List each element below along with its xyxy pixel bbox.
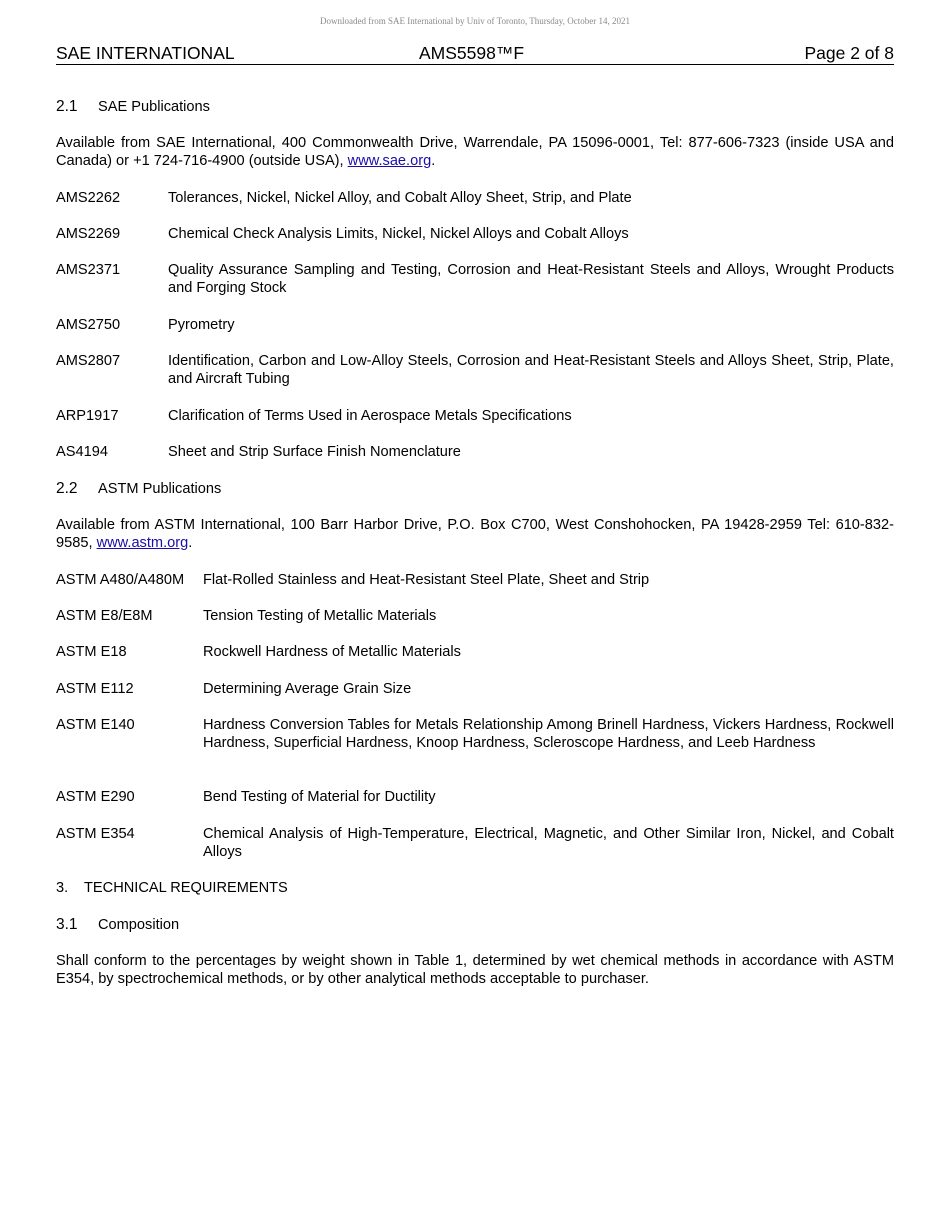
section-number: 2.2: [56, 480, 78, 497]
section-3-heading: [56, 879, 894, 897]
reference-item: [56, 716, 894, 770]
header-page-number: Page 2 of 8: [804, 43, 894, 63]
reference-title: Flat-Rolled Stainless and Heat-Resistant Steel Plate, Sheet and Strip: [203, 572, 650, 588]
header-organization: SAE INTERNATIONAL: [56, 43, 235, 63]
reference-item: [56, 607, 894, 625]
trailing-period: .: [431, 153, 436, 169]
astm-website-link[interactable]: www.astm.org: [96, 535, 189, 551]
reference-title: Tolerances, Nickel, Nickel Alloy, and Cobalt Alloy Sheet, Strip, and Plate: [168, 190, 632, 206]
reference-code: AMS2371: [56, 262, 121, 278]
reference-code: AMS2262: [56, 190, 121, 206]
section-number: 3.: [56, 880, 69, 896]
reference-title: Determining Average Grain Size: [203, 681, 412, 697]
reference-item: [56, 825, 894, 861]
section-number: 2.1: [56, 98, 78, 115]
download-watermark: Downloaded from SAE International by Univ of Toronto, Thursday, October 14, 2021: [320, 16, 630, 26]
reference-title: Hardness Conversion Tables for Metals Relationship Among Brinell Hardness, Vickers Hardness, Rockwell Hardness, Superficial Hardness, Knoop Hardness, Scleroscope Hardness, and Leeb Hardness: [203, 717, 894, 751]
reference-code: AS4194: [56, 444, 108, 460]
reference-title: Clarification of Terms Used in Aerospace Metals Specifications: [168, 408, 572, 424]
section-number: 3.1: [56, 916, 78, 933]
reference-item: [56, 189, 894, 207]
reference-item: [56, 261, 894, 297]
reference-code: ASTM E112: [56, 681, 134, 697]
reference-item: [56, 443, 894, 461]
section-title: Composition: [98, 917, 180, 933]
reference-title: Chemical Analysis of High-Temperature, Electrical, Magnetic, and Other Similar Iron, Nickel, and Cobalt Alloys: [203, 826, 894, 860]
header-document-number: AMS5598™F: [419, 43, 525, 63]
section-title: SAE Publications: [98, 99, 210, 115]
reference-code: ASTM E290: [56, 789, 135, 805]
reference-code: ASTM E354: [56, 826, 135, 842]
sae-availability-paragraph: [56, 134, 894, 170]
reference-code: AMS2807: [56, 353, 121, 369]
reference-title: Chemical Check Analysis Limits, Nickel, Nickel Alloys and Cobalt Alloys: [168, 226, 629, 242]
section-2-2-heading: [56, 480, 894, 498]
reference-item: [56, 571, 894, 589]
sae-availability-text: Available from SAE International, 400 Commonwealth Drive, Warrendale, PA 15096-0001, Tel: 877-606-7323 (inside USA and Canada) or +1 724-716-4900 (outside USA),: [56, 135, 894, 169]
reference-title: Rockwell Hardness of Metallic Materials: [203, 644, 461, 660]
reference-code: ASTM E8/E8M: [56, 608, 153, 624]
reference-item: [56, 680, 894, 698]
reference-item: [56, 788, 894, 806]
reference-item: [56, 225, 894, 243]
section-title: TECHNICAL REQUIREMENTS: [84, 880, 288, 896]
reference-code: ARP1917: [56, 408, 119, 424]
reference-item: [56, 643, 894, 661]
reference-title: Identification, Carbon and Low-Alloy Steels, Corrosion and Heat-Resistant Steels and Alloys Sheet, Strip, Plate, and Aircraft Tubing: [168, 353, 894, 387]
trailing-period: .: [188, 535, 193, 551]
reference-code: ASTM E18: [56, 644, 127, 660]
reference-code: ASTM A480/A480M: [56, 572, 185, 588]
reference-title: Quality Assurance Sampling and Testing, Corrosion and Heat-Resistant Steels and Alloys, Wrought Products and Forging Stock: [168, 262, 894, 296]
reference-code: ASTM E140: [56, 717, 135, 733]
sae-website-link[interactable]: www.sae.org: [347, 153, 432, 169]
reference-code: AMS2750: [56, 317, 121, 333]
reference-item: [56, 316, 894, 334]
reference-item: [56, 407, 894, 425]
composition-paragraph: Shall conform to the percentages by weight shown in Table 1, determined by wet chemical methods in accordance with ASTM E354, by spectrochemical methods, or by other analytical methods acceptable to purchaser.: [56, 953, 894, 987]
reference-code: AMS2269: [56, 226, 121, 242]
page-header: [56, 44, 894, 65]
section-title: ASTM Publications: [98, 481, 222, 497]
section-3-1-heading: [56, 916, 894, 934]
reference-title: Sheet and Strip Surface Finish Nomenclature: [168, 444, 461, 460]
astm-availability-text: Available from ASTM International, 100 Barr Harbor Drive, P.O. Box C700, West Conshohocken, PA 19428-2959 Tel: 610-832-9585,: [56, 517, 894, 551]
reference-title: Pyrometry: [168, 317, 235, 333]
section-2-1-heading: [56, 98, 894, 116]
astm-availability-paragraph: [56, 516, 894, 552]
reference-title: Bend Testing of Material for Ductility: [203, 789, 436, 805]
reference-item: [56, 352, 894, 388]
reference-title: Tension Testing of Metallic Materials: [203, 608, 437, 624]
